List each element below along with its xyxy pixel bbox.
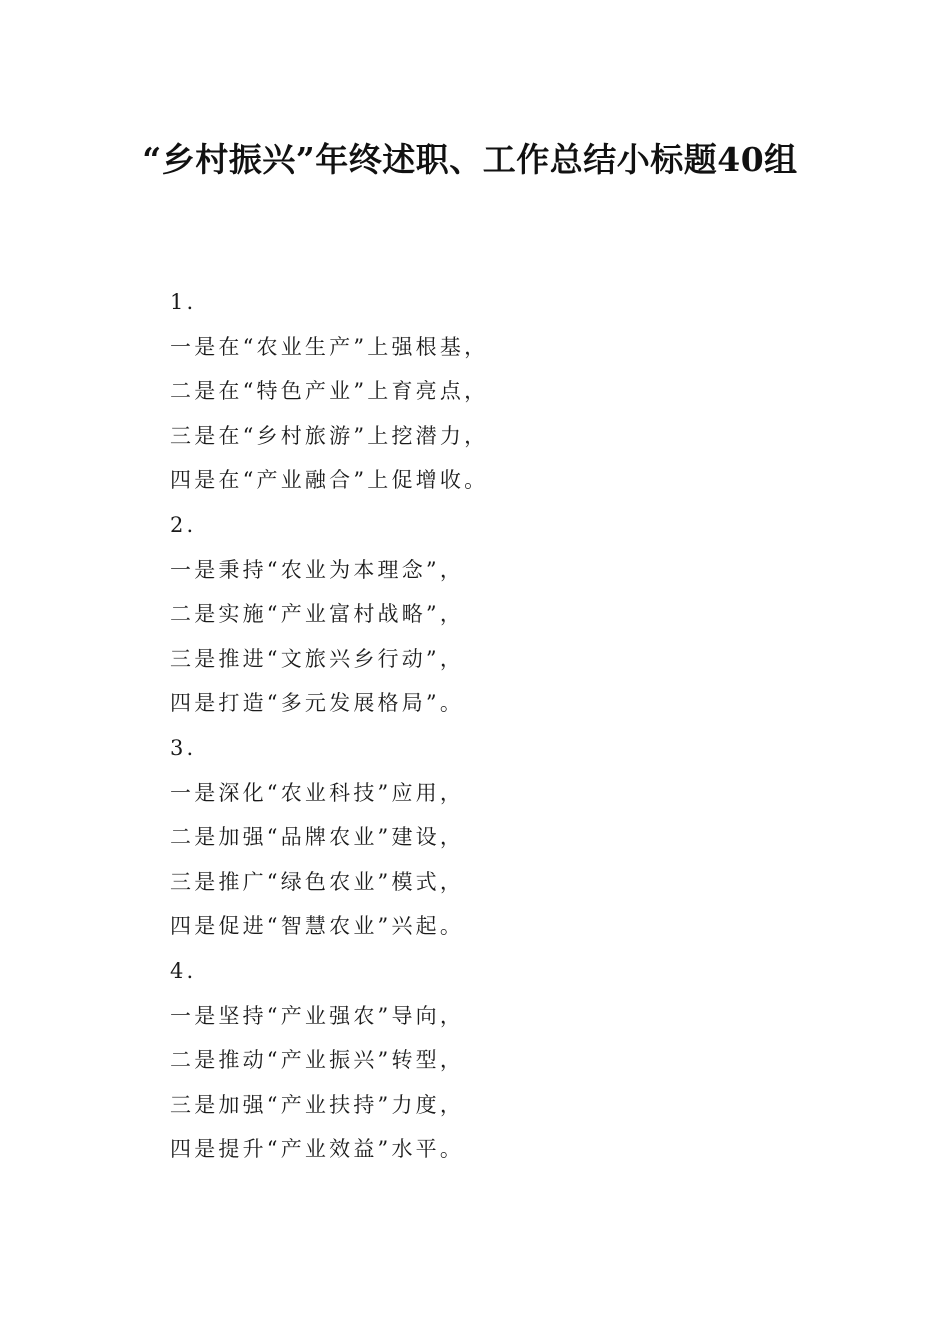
group-line: 二是推动“产业振兴”转型， [170, 1048, 465, 1073]
group-line: 三是加强“产业扶持”力度， [170, 1092, 465, 1117]
group-line: 一是坚持“产业强农”导向， [170, 1003, 465, 1028]
group-1 [170, 280, 850, 503]
group-line: 四是提升“产业效益”水平。 [170, 1137, 465, 1162]
group-4 [170, 949, 850, 1172]
group-line: 三是推广“绿色农业”模式， [170, 869, 465, 894]
group-line: 四是打造“多元发展格局”。 [170, 691, 465, 716]
group-number: 2. [170, 512, 197, 537]
group-line: 二是加强“品牌农业”建设， [170, 825, 465, 850]
group-number: 4. [170, 958, 197, 983]
group-line: 一是秉持“农业为本理念”， [170, 557, 465, 582]
group-line: 二是在“特色产业”上育亮点， [170, 379, 489, 404]
group-3 [170, 726, 850, 949]
group-line: 一是深化“农业科技”应用， [170, 780, 465, 805]
group-line: 四是促进“智慧农业”兴起。 [170, 914, 465, 939]
document-body [170, 280, 850, 1172]
group-number: 1. [170, 290, 197, 314]
group-line: 一是在“农业生产”上强根基， [170, 334, 489, 359]
group-line: 二是实施“产业富村战略”， [170, 602, 465, 627]
group-2 [170, 503, 850, 726]
group-number: 3. [170, 735, 197, 760]
group-line: 四是在“产业融合”上促增收。 [170, 468, 489, 493]
group-line: 三是推进“文旅兴乡行动”， [170, 646, 465, 671]
group-line: 三是在“乡村旅游”上挖潜力， [170, 423, 489, 448]
document-title: “乡村振兴”年终述职、工作总结小标题40组 [142, 140, 798, 179]
